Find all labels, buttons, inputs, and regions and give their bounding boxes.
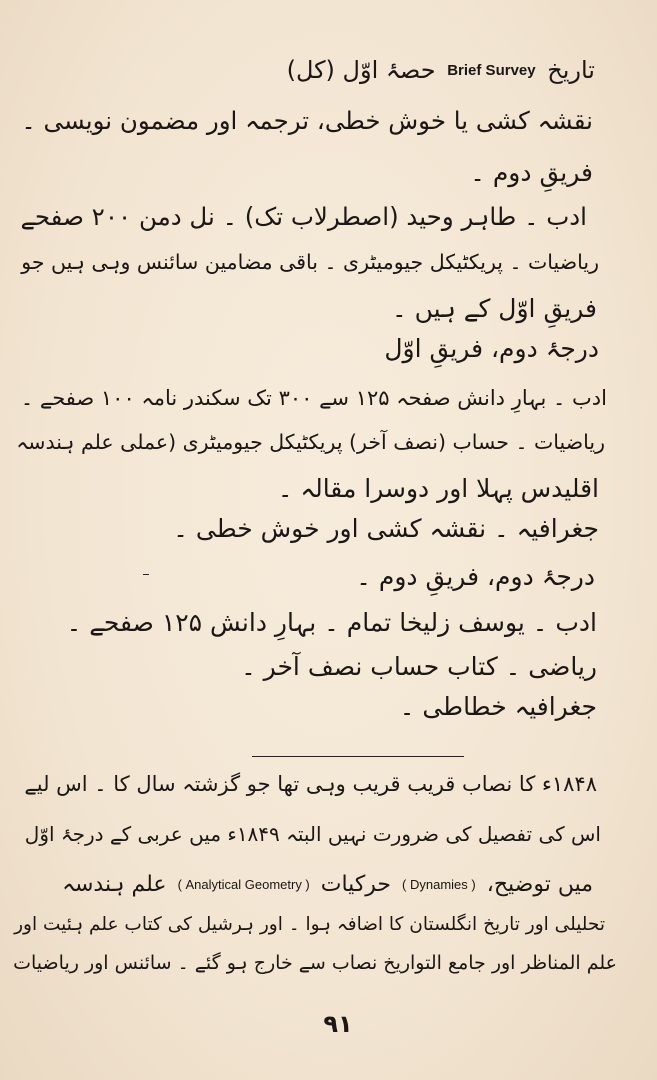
footnote-line: اس کی تفصیل کی ضرورت نہیں البتہ ۱۸۴۹ء میں عربی کے درجۂ اوّل [24,822,601,846]
footnote-latin-geometry: ( Analytical Geometry ) [177,877,310,893]
stray-dash [143,574,149,575]
footnote-line [62,872,593,898]
text-line: اقلیدس پہلا اور دوسرا مقالہ ۔ [277,474,599,503]
footnote-divider [252,756,464,757]
text-line: ادب ۔ طاہر وحید (اصطرلاب تک) ۔ نل دمن ۲۰۰ صفحے [20,202,587,231]
text-line: ادب ۔ یوسف زلیخا تمام ۔ بہارِ دانش ۱۲۵ صفحے ۔ [66,608,597,637]
section-heading: فریقِ دوم ۔ [470,158,593,187]
footnote-line: ۱۸۴۸ء کا نصاب قریب قریب وہی تھا جو گزشتہ سال کا ۔ اس لیے [24,772,597,796]
text-line: نقشہ کشی یا خوش خطی، ترجمہ اور مضمون نویسی ۔ [21,106,593,135]
page-number: ۹۱ [323,1010,353,1038]
text-line: ریاضیات ۔ حساب (نصف آخر) پریکٹیکل جیومیٹری (عملی علم ہندسہ [16,430,605,454]
text-line: ریاضی ۔ کتاب حساب نصف آخر ۔ [241,652,597,681]
header-latin-text: Brief Survey [447,62,536,79]
header-text-start: تاریخ [547,56,595,84]
header-line [287,56,595,85]
footnote-line: تحلیلی اور تاریخ انگلستان کا اضافہ ہوا ۔ اور ہرشیل کی کتاب علم ہئیت اور [14,914,605,935]
footnote-text-mid: حرکیات [320,872,392,897]
text-line: ادب ۔ بہارِ دانش صفحہ ۱۲۵ سے ۳۰۰ تک سکندر نامہ ۱۰۰ صفحے ۔ [20,386,607,410]
footnote-latin-dynamics: ( Dynamies ) [402,877,476,893]
footnote-line: علم المناظر اور جامع التواریخ نصاب سے خارج ہو گئے ۔ سائنس اور ریاضیات [13,952,617,974]
header-text-end: حصۂ اوّل (کل) [286,56,436,84]
text-line: ریاضیات ۔ پریکٹیکل جیومیٹری ۔ باقی مضامین سائنس وہی ہیں جو [21,250,599,274]
section-heading: درجۂ دوم، فریقِ اوّل [384,334,599,363]
footnote-text-start: میں توضیح، [486,872,593,897]
footnote-text-end: علم ہندسہ [62,872,167,897]
text-line: جغرافیہ خطاطی ۔ [399,692,597,721]
section-heading: درجۂ دوم، فریقِ دوم ۔ [356,562,595,591]
text-line: جغرافیہ ۔ نقشہ کشی اور خوش خطی ۔ [173,514,599,543]
text-line: فریقِ اوّل کے ہیں ۔ [392,294,597,323]
